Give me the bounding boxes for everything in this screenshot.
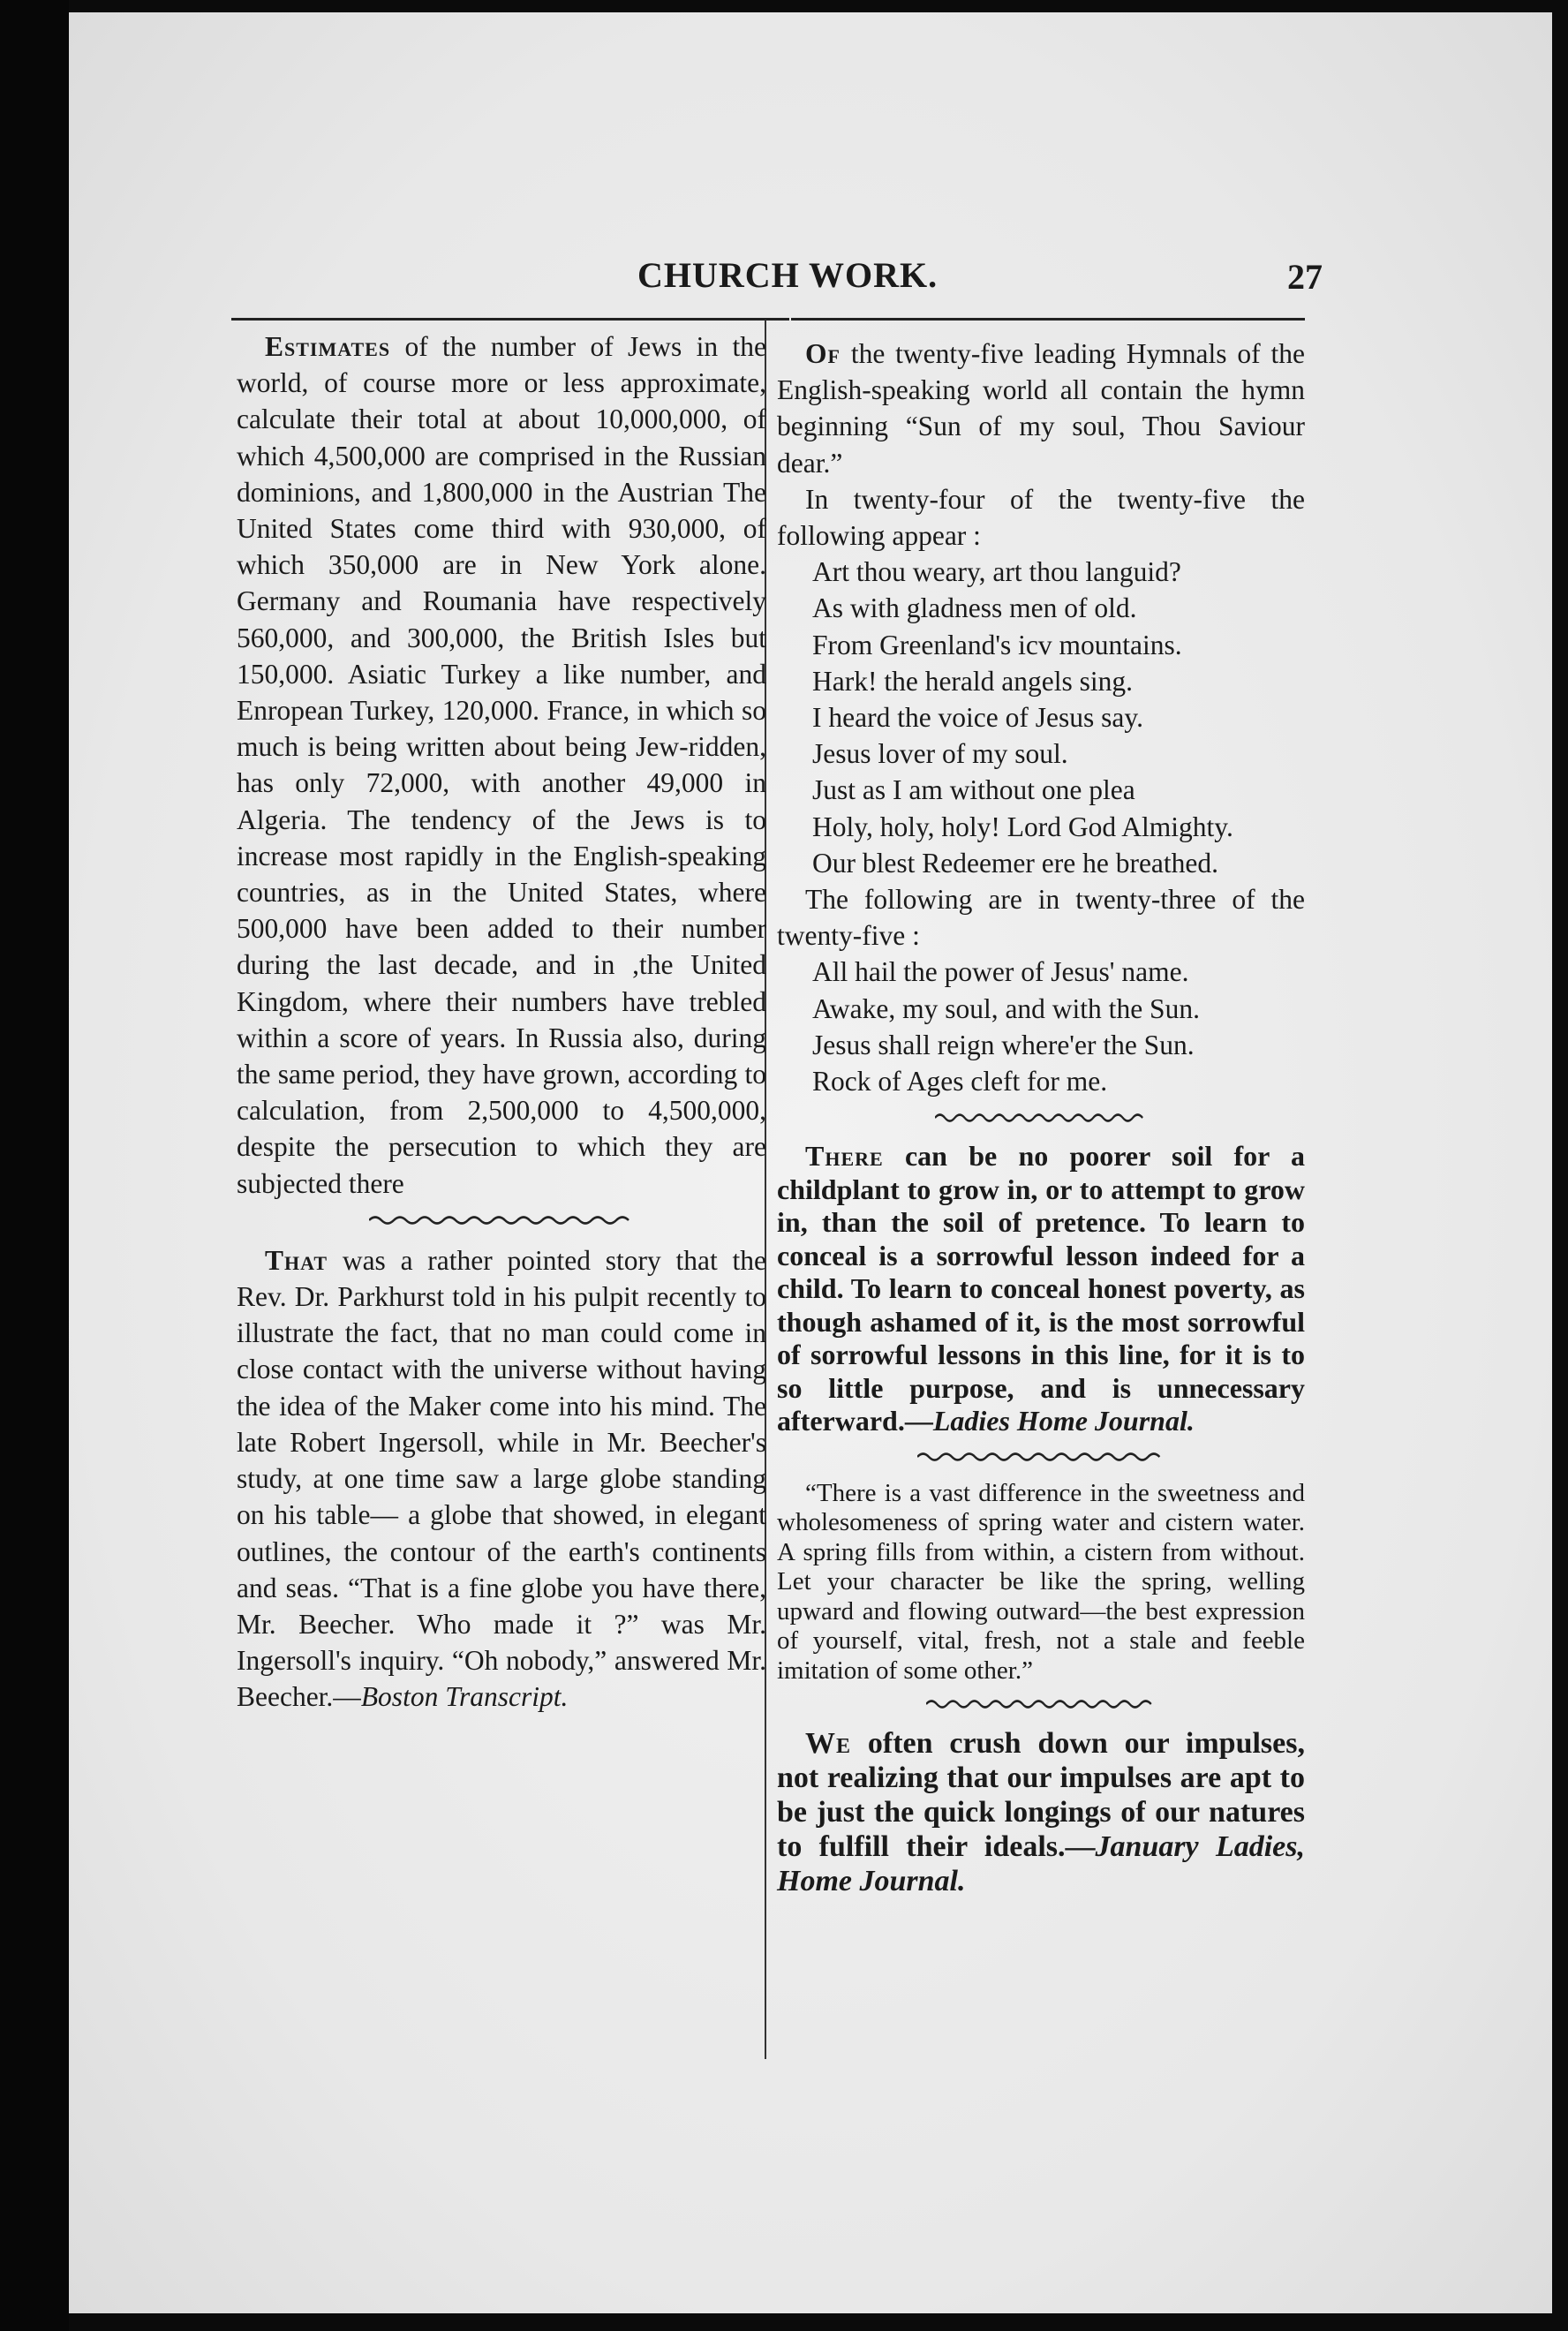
hymn-item: I heard the voice of Jesus say.	[812, 702, 1143, 734]
hymn-item: Hark! the herald angels sing.	[812, 665, 1134, 697]
hymn-item: From Greenland's icv mountains.	[812, 629, 1182, 660]
hymn-item: Just as I am without one plea	[812, 774, 1135, 806]
article-impulses	[777, 1726, 1305, 1898]
hymn-item: Jesus shall reign where'er the Sun.	[812, 1029, 1195, 1060]
article-jews-estimates	[237, 328, 766, 1202]
article-body: was a rather pointed story that the Rev. Dr. Parkhurst told in his pulpit recently to illustrate the fact, that no man could come in close contact with the universe without having the idea of the Maker come into his mind. The late Robert Ingersoll, while in Mr. Beecher's study, at one time saw a large globe standing on his table— a globe that showed, in elegant outlines, the contour of the earth's continents and seas. “That is a fine globe you have there, Mr. Beecher. Who made it ?” was Mr. Ingersoll's inquiry. “Oh nobody,” answered Mr. Beecher.—	[237, 1244, 766, 1713]
article-lead: There	[805, 1140, 884, 1173]
hymn-item: Rock of Ages cleft for me.	[812, 1066, 1108, 1098]
header-rule-right	[791, 318, 1305, 321]
hymn-intro-24: In twenty-four of the twenty-five the following appear :	[777, 483, 1305, 552]
separator-ornament	[926, 1698, 1156, 1710]
hymn-item: Holy, holy, holy! Lord God Almighty.	[812, 811, 1233, 842]
article-source: January Ladies, Home Journal.	[777, 1830, 1305, 1898]
right-column	[777, 336, 1305, 1898]
article-lead: That	[265, 1244, 328, 1276]
article-body: often crush down our impulses, not realizing that our impulses are apt to be just the quick longings of our natures to fulfill their ideals.—	[777, 1727, 1305, 1864]
separator-ornament	[917, 1451, 1165, 1463]
article-lead: Estimates	[265, 331, 391, 362]
article-source: Ladies Home Journal.	[932, 1405, 1195, 1437]
separator-ornament	[369, 1214, 634, 1226]
hymn-item: All hail the power of Jesus' name.	[812, 956, 1189, 988]
article-pretence	[777, 1140, 1305, 1438]
page-header	[203, 254, 1323, 307]
article-lead: Of	[805, 338, 841, 369]
hymn-list-24	[777, 554, 1305, 881]
scan-edge	[0, 0, 69, 2331]
hymn-item: As with gladness men of old.	[812, 592, 1137, 624]
separator-ornament	[935, 1112, 1147, 1124]
running-title: CHURCH WORK.	[637, 255, 939, 295]
article-source: Boston Transcript.	[360, 1681, 569, 1713]
hymn-item: Our blest Redeemer ere he breathed.	[812, 847, 1219, 879]
article-lead: We	[805, 1727, 852, 1761]
hymn-list-23	[777, 954, 1305, 1099]
article-body: of the number of Jews in the world, of course more or less approximate, calculate their total at about 10,000,000, of which 4,500,000 are comprised in the Russian dominions, and 1,800,000 in the Austrian The United States come third with 930,000, of which 350,000 are in New York alone. Germany and Roumania have respectively 560,000, and 300,000, the British Isles but 150,000. Asiatic Turkey a like number, and Enropean Turkey, 120,000. France, in which so much is being written about being Jew-ridden, has only 72,000, with another 49,000 in Algeria. The tendency of the Jews is to increase most rapidly in the English-speaking countries, as in the United States, where 500,000 have been added to their number during the last decade, and in ,the United Kingdom, where their numbers have trebled within a score of years. In Russia also, during the same period, they have grown, according to calculation, from 2,500,000 to 4,500,000, despite the persecution to which they are subjected there	[237, 331, 766, 1199]
article-hymnals	[777, 336, 1305, 481]
article-spring-water: “There is a vast difference in the sweetness and wholesomeness of spring water and cistern water. A spring fills from within, a cistern from without. Let your character be like the spring, welling upward and flowing outward—the best expression of yourself, vital, fresh, not a stale and feeble imitation of some other.”	[777, 1478, 1305, 1685]
page-number: 27	[1287, 257, 1323, 297]
hymn-item: Art thou weary, art thou languid?	[812, 556, 1181, 588]
hymn-item: Awake, my soul, and with the Sun.	[812, 992, 1200, 1024]
header-rule-left	[231, 318, 789, 321]
article-body: can be no poorer soil for a childplant to grow in, or to attempt to grow in, than the soil of pretence. To learn to conceal is a sorrowful lesson indeed for a child. To learn to conceal honest poverty, as though ashamed of it, is the most sorrowful of sorrowful lessons in this line, for it is to so little purpose, and is unnecessary afterward.—	[777, 1140, 1305, 1437]
article-parkhurst-story	[237, 1242, 766, 1716]
hymn-item: Jesus lover of my soul.	[812, 738, 1068, 770]
article-body: the twenty-five leading Hymnals of the English-speaking world all contain the hymn beginning “Sun of my soul, Thou Saviour dear.”	[777, 338, 1305, 479]
hymn-intro-23: The following are in twenty-three of the twenty-five :	[777, 884, 1305, 952]
left-column	[237, 328, 766, 1716]
